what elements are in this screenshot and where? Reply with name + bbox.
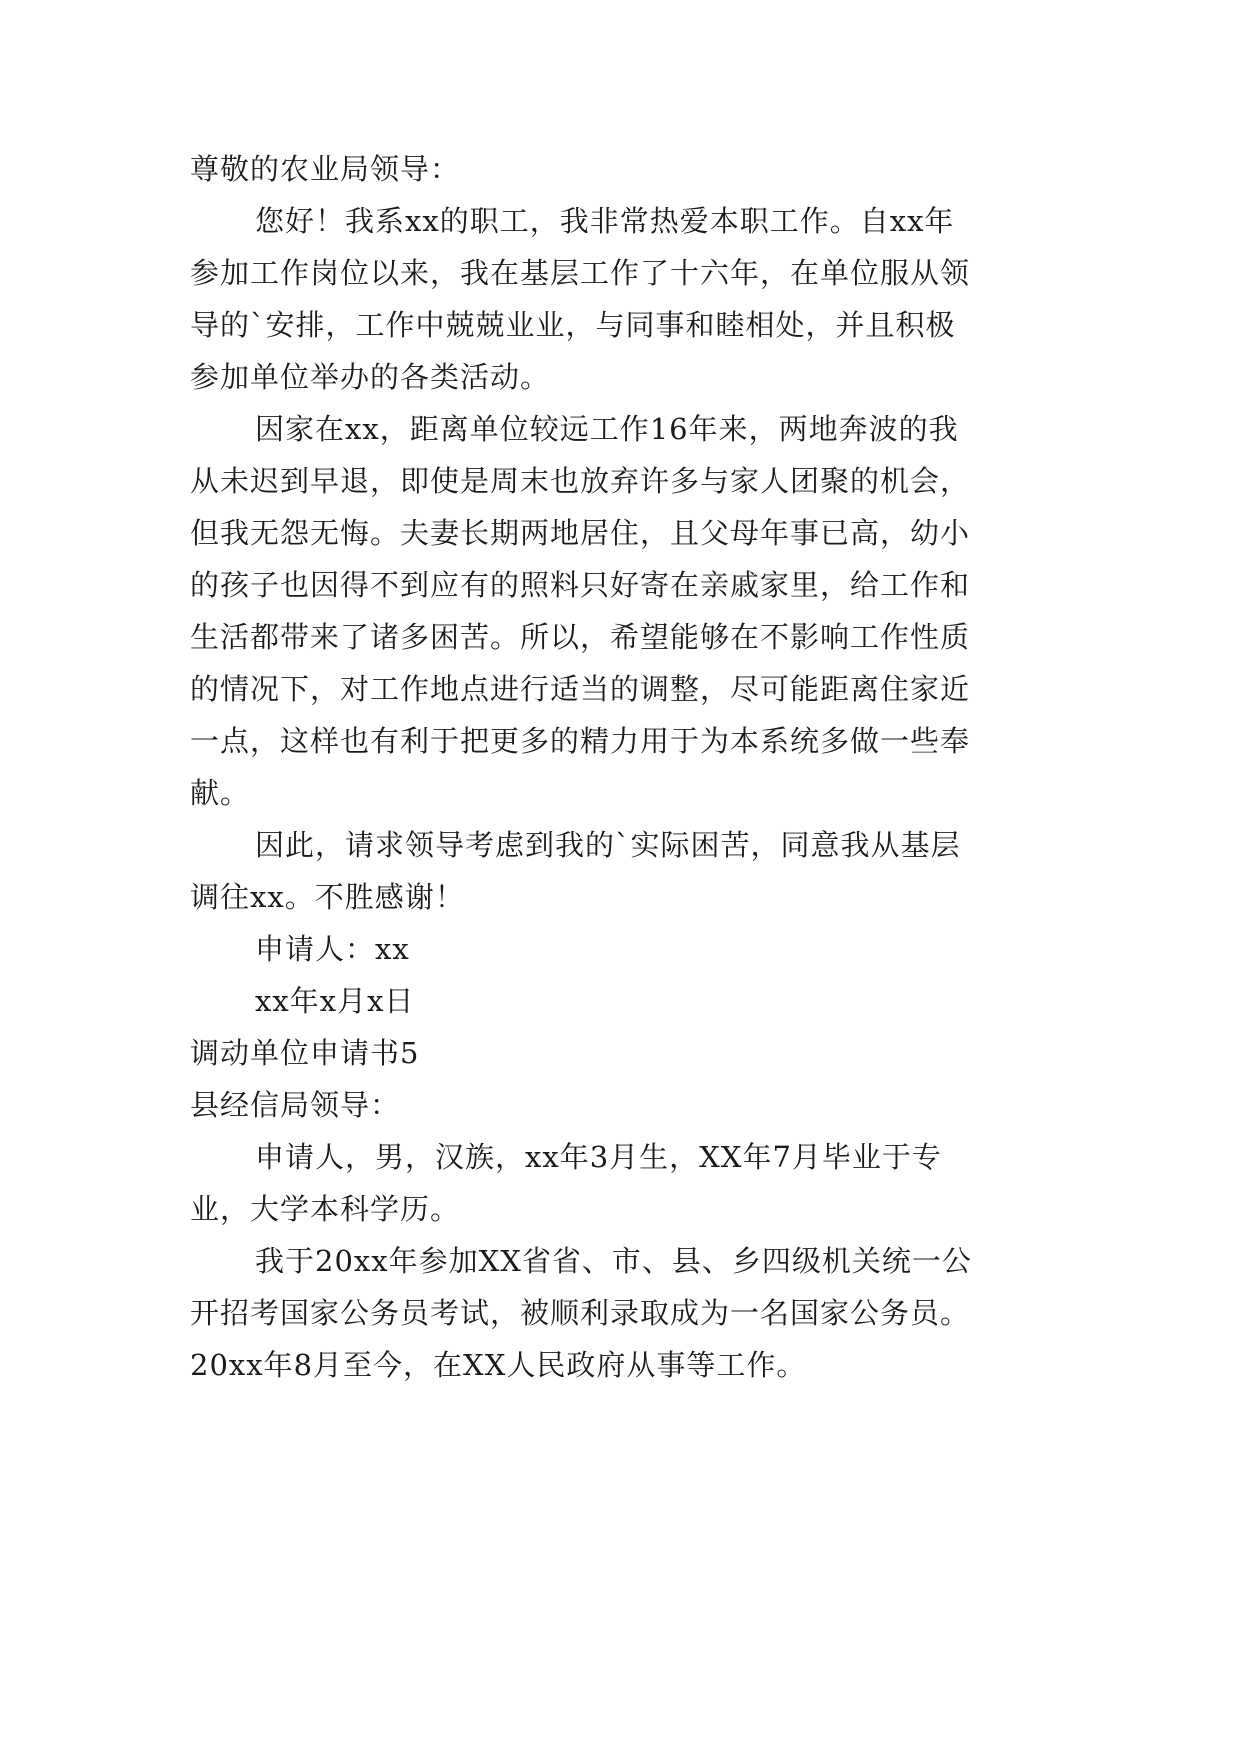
date-line: xx年x月x日 [255, 984, 415, 1018]
paragraph-line: 一点，这样也有利于把更多的精力用于为本系统多做一些奉 [190, 724, 971, 758]
paragraph-line: 申请人，男，汉族，xx年3月生，XX年7月毕业于专 [255, 1140, 942, 1174]
paragraph-line: 生活都带来了诸多困苦。所以，希望能够在不影响工作性质 [190, 620, 971, 654]
paragraph-line: 导的`安排，工作中兢兢业业，与同事和睦相处，并且积极 [190, 308, 956, 342]
paragraph-line: 调往xx。不胜感谢！ [190, 880, 465, 914]
paragraph-line: 参加工作岗位以来，我在基层工作了十六年，在单位服从领 [190, 256, 971, 290]
paragraph-line: 参加单位举办的各类活动。 [190, 360, 551, 394]
applicant-line: 申请人：xx [255, 932, 410, 966]
paragraph-line: 我于20xx年参加XX省省、市、县、乡四级机关统一公 [255, 1244, 972, 1278]
paragraph-line: 因此，请求领导考虑到我的`实际困苦，同意我从基层 [255, 828, 961, 862]
section-title: 调动单位申请书5 [190, 1036, 420, 1070]
greeting-line: 县经信局领导： [190, 1088, 401, 1122]
paragraph-line: 献。 [190, 776, 251, 810]
paragraph-line: 20xx年8月至今，在XX人民政府从事等工作。 [190, 1348, 807, 1382]
paragraph-line: 开招考国家公务员考试，被顺利录取成为一名国家公务员。 [190, 1296, 971, 1330]
paragraph-line: 但我无怨无悔。夫妻长期两地居住，且父母年事已高，幼小 [190, 516, 971, 550]
paragraph-line: 从未迟到早退，即使是周末也放弃许多与家人团聚的机会， [190, 464, 971, 498]
paragraph-line: 因家在xx，距离单位较远工作16年来，两地奔波的我 [255, 412, 959, 446]
paragraph-line: 您好！我系xx的职工，我非常热爱本职工作。自xx年 [255, 204, 955, 238]
paragraph-line: 的情况下，对工作地点进行适当的调整，尽可能距离住家近 [190, 672, 971, 706]
paragraph-line: 业，大学本科学历。 [190, 1192, 461, 1226]
paragraph-line: 的孩子也因得不到应有的照料只好寄在亲戚家里，给工作和 [190, 568, 971, 602]
greeting-line: 尊敬的农业局领导： [190, 152, 461, 186]
